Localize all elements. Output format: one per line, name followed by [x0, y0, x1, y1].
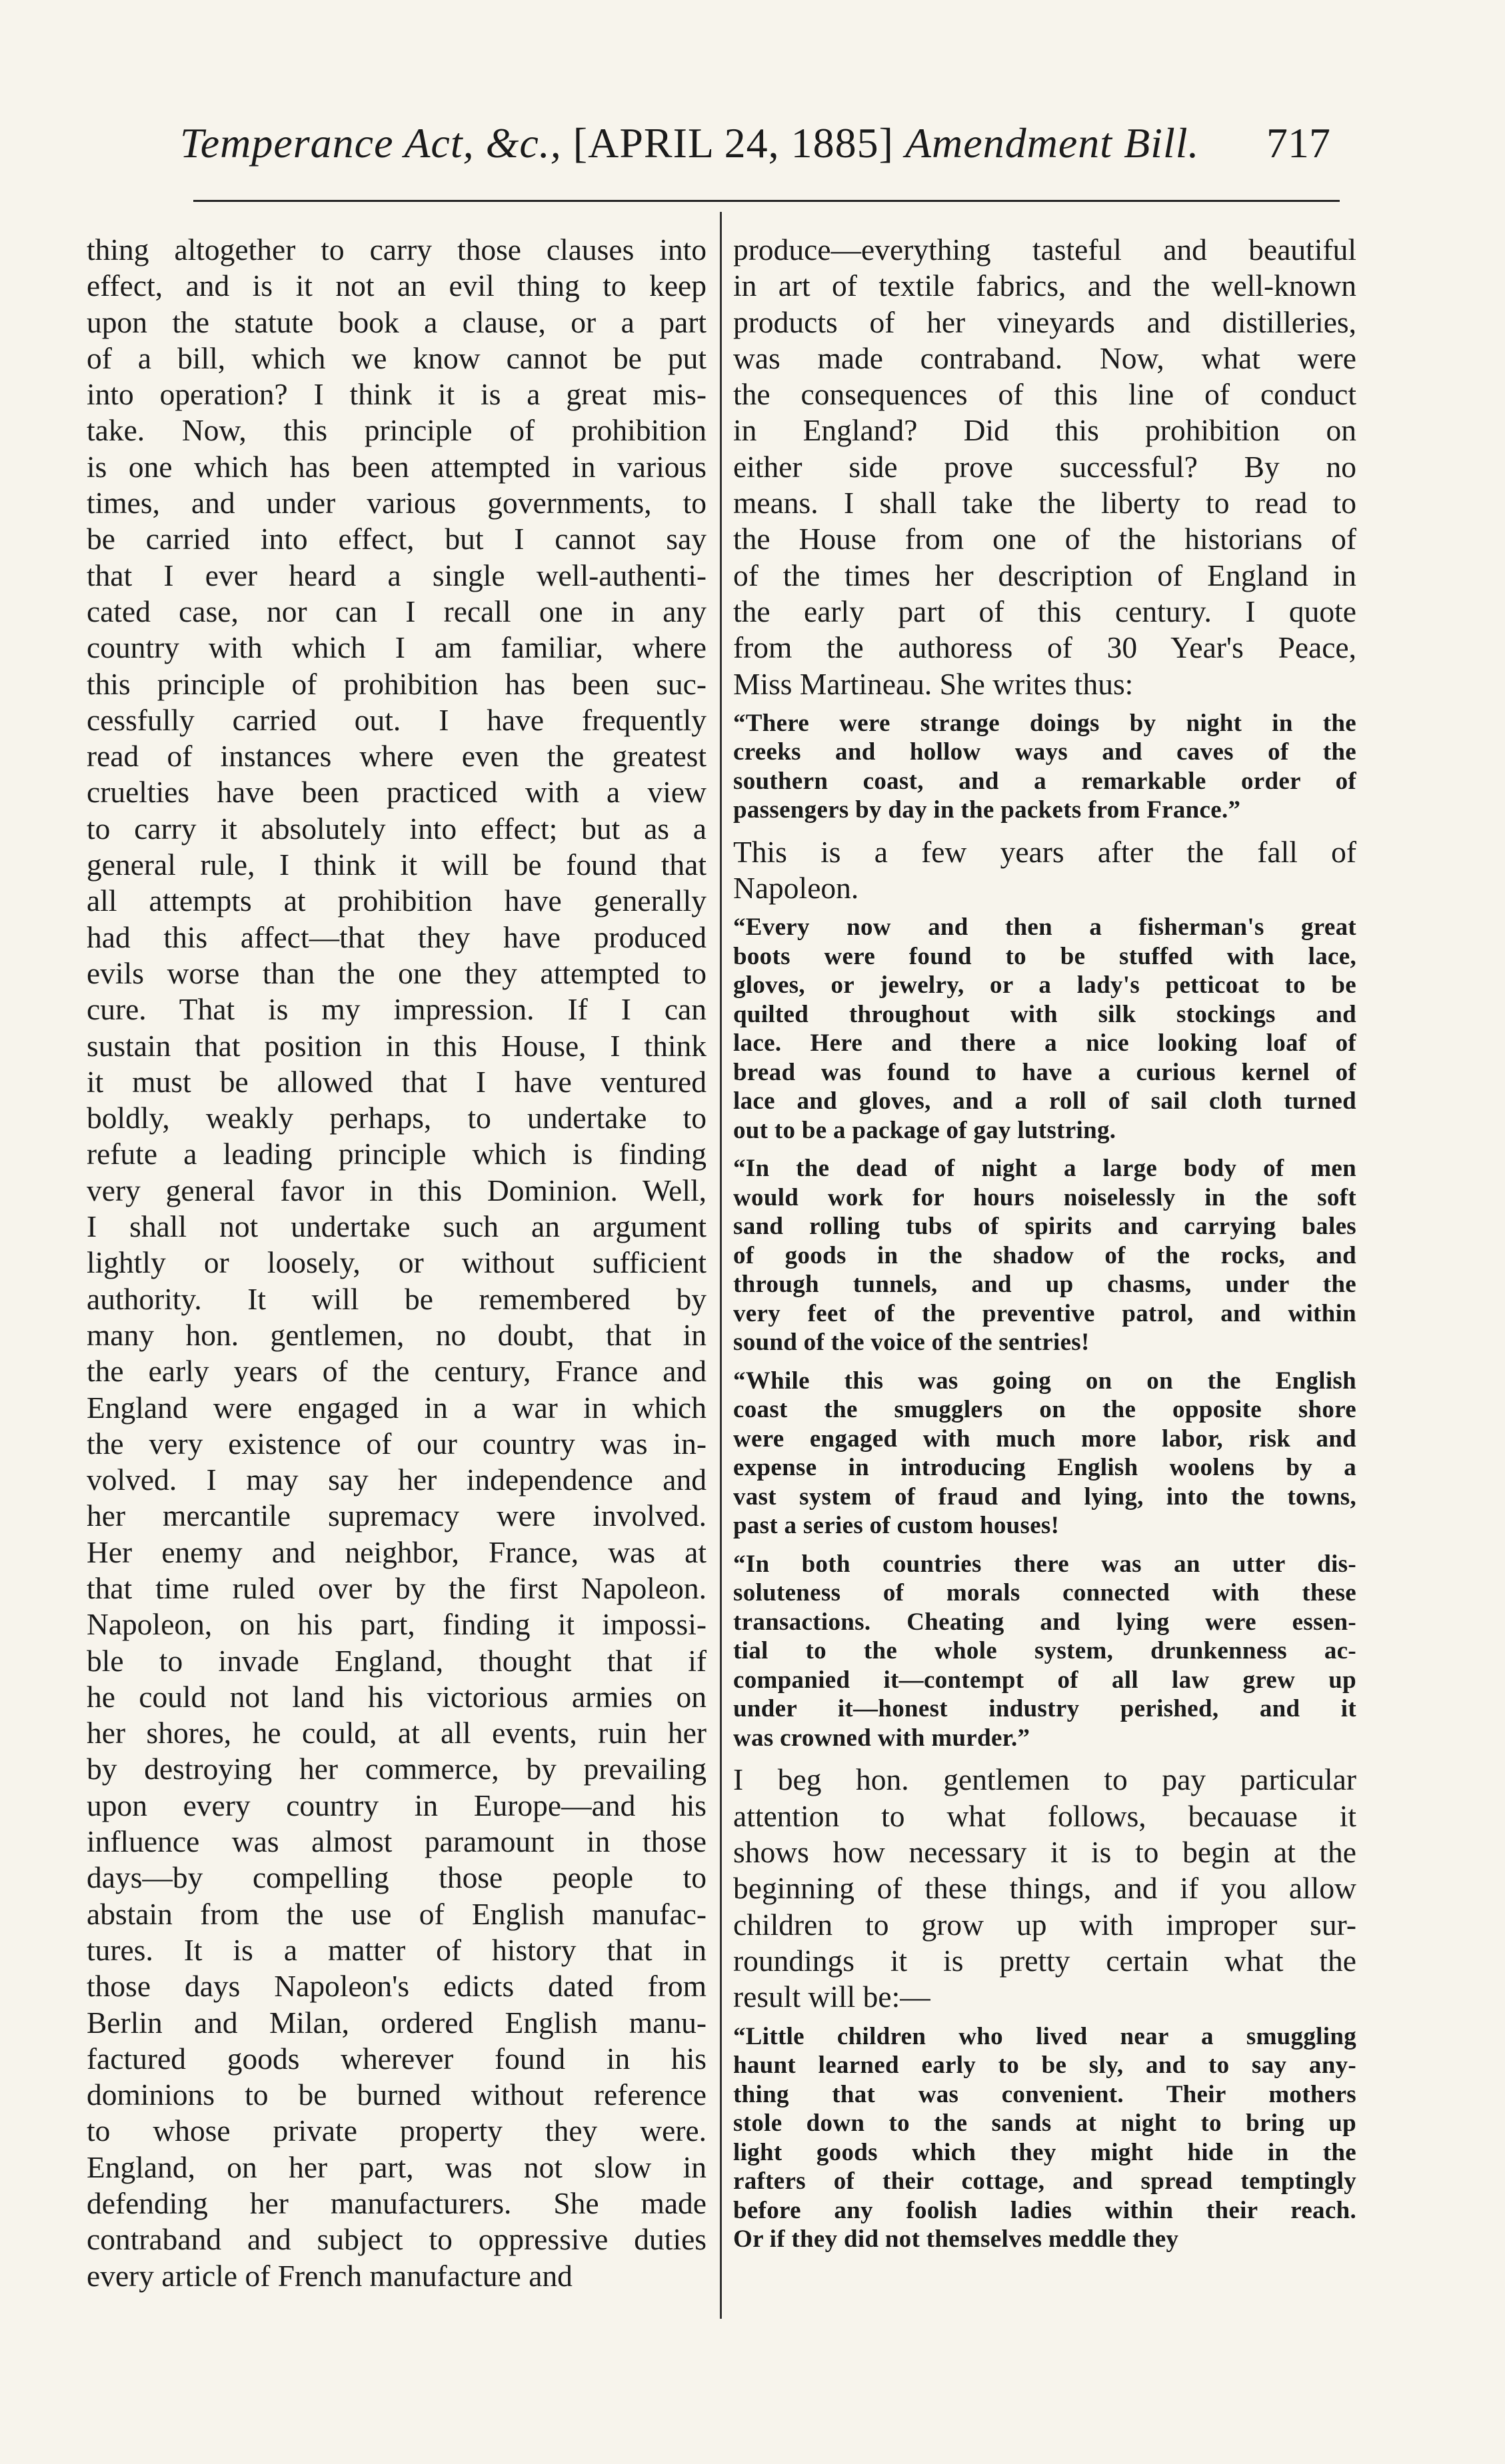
right-column: [733, 232, 1356, 2263]
text-line: gloves, or jewelry, or a lady's petticoat to be: [733, 971, 1356, 999]
text-line: factured goods wherever found in his: [87, 2041, 707, 2076]
text-line: thing altogether to carry those clauses into: [87, 233, 707, 267]
text-line: effect, and is it not an evil thing to keep: [87, 269, 707, 303]
text-line: the early part of this century. I quote: [733, 594, 1356, 628]
text-line: times, and under various governments, to: [87, 486, 707, 520]
header-title-right: Amendment Bill.: [904, 119, 1200, 167]
text-line: Or if they did not themselves meddle they: [733, 2225, 1179, 2253]
text-line: defending her manufacturers. She made: [87, 2186, 707, 2221]
text-line: very feet of the preventive patrol, and within: [733, 1299, 1356, 1327]
text-line: transactions. Cheating and lying were essen-: [733, 1608, 1356, 1636]
text-line: was crowned with murder.”: [733, 1724, 1030, 1752]
header-title-left: Temperance Act, &c.,: [180, 119, 573, 167]
text-line: it must be allowed that I have ventured: [87, 1064, 707, 1099]
text-line: “Little children who lived near a smuggling: [733, 2022, 1356, 2050]
text-line: light goods which they might hide in the: [733, 2138, 1356, 2166]
text-line: cruelties have been practiced with a view: [87, 775, 707, 810]
text-line: that time ruled over by the first Napoleon.: [87, 1570, 707, 1605]
text-line: beginning of these things, and if you allow: [733, 1871, 1356, 1906]
left-paragraph: [87, 232, 707, 2294]
text-line: through tunnels, and up chasms, under the: [733, 1271, 1356, 1299]
text-line: coast the smugglers on the opposite shore: [733, 1396, 1356, 1424]
text-line: refute a leading principle which is finding: [87, 1137, 707, 1171]
text-line: boldly, weakly perhaps, to undertake to: [87, 1101, 707, 1135]
text-line: is one which has been attempted in various: [87, 449, 707, 484]
text-line: ble to invade England, thought that if: [87, 1643, 707, 1678]
quotation-6: [733, 2022, 1356, 2254]
text-line: dominions to be burned without reference: [87, 2078, 707, 2112]
text-line: upon the statute book a clause, or a part: [87, 305, 707, 339]
text-line: out to be a package of gay lutstring.: [733, 1116, 1116, 1144]
text-line: cessfully carried out. I have frequently: [87, 702, 707, 737]
quotation-5: [733, 1550, 1356, 1753]
text-line: lace. Here and there a nice looking loaf of: [733, 1029, 1356, 1057]
text-line: England were engaged in a war in which: [87, 1390, 707, 1425]
text-line: the early years of the century, France and: [87, 1354, 707, 1389]
text-line: Miss Martineau. She writes thus:: [733, 666, 1134, 701]
text-line: attention to what follows, becauase it: [733, 1798, 1356, 1833]
page-number: 717: [1266, 119, 1330, 167]
text-line: “Every now and then a fisherman's great: [733, 914, 1356, 941]
text-line: he could not land his victorious armies on: [87, 1679, 707, 1714]
text-line: of a bill, which we know cannot be put: [87, 340, 707, 375]
text-line: children to grow up with improper sur-: [733, 1907, 1356, 1942]
text-line: volved. I may say her independence and: [87, 1463, 707, 1497]
text-line: of goods in the shadow of the rocks, and: [733, 1241, 1356, 1269]
text-line: under it—honest industry perished, and it: [733, 1695, 1356, 1723]
text-line: passengers by day in the packets from France.”: [733, 796, 1241, 824]
text-line: Berlin and Milan, ordered English manu-: [87, 2005, 707, 2040]
running-header: [0, 119, 1505, 179]
text-line: “There were strange doings by night in the: [733, 709, 1356, 737]
text-line: tial to the whole system, drunkenness ac-: [733, 1637, 1356, 1665]
text-line: general rule, I think it will be found that: [87, 848, 707, 882]
text-line: roundings it is pretty certain what the: [733, 1943, 1356, 1978]
text-line: This is a few years after the fall of: [733, 834, 1356, 869]
quotation-1: [733, 709, 1356, 825]
quotation-2: [733, 913, 1356, 1145]
text-line: rafters of their cottage, and spread temptingly: [733, 2167, 1356, 2195]
text-line: influence was almost paramount in those: [87, 1824, 707, 1859]
right-paragraph-3: [733, 1762, 1356, 2015]
text-line: Napoleon.: [733, 871, 859, 906]
text-line: stole down to the sands at night to bring up: [733, 2110, 1356, 2138]
text-line: into operation? I think it is a great mis-: [87, 377, 707, 412]
text-line: the very existence of our country was in-: [87, 1426, 707, 1461]
text-line: to carry it absolutely into effect; but as a: [87, 811, 707, 846]
text-line: shows how necessary it is to begin at the: [733, 1835, 1356, 1870]
text-line: to whose private property they were.: [87, 2114, 707, 2148]
header-title: [180, 119, 1200, 168]
text-line: companied it—contempt of all law grew up: [733, 1666, 1356, 1694]
text-line: days—by compelling those people to: [87, 1860, 707, 1895]
text-line: contraband and subject to oppressive duties: [87, 2222, 707, 2257]
text-line: expense in introducing English woolens by a: [733, 1454, 1356, 1482]
text-line: southern coast, and a remarkable order of: [733, 767, 1356, 795]
text-line: very general favor in this Dominion. Well,: [87, 1173, 707, 1207]
text-line: produce—everything tasteful and beautiful: [733, 233, 1356, 267]
text-line: before any foolish ladies within their reach.: [733, 2196, 1356, 2224]
text-line: past a series of custom houses!: [733, 1512, 1060, 1540]
text-line: the consequences of this line of conduct: [733, 377, 1356, 412]
header-rule: [193, 200, 1340, 202]
quotation-3: [733, 1154, 1356, 1357]
text-line: “In the dead of night a large body of men: [733, 1155, 1356, 1183]
text-line: products of her vineyards and distilleries,: [733, 305, 1356, 339]
text-line: her mercantile supremacy were involved.: [87, 1499, 707, 1533]
text-line: result will be:—: [733, 1980, 930, 2014]
text-line: those days Napoleon's edicts dated from: [87, 1969, 707, 2004]
text-line: Napoleon, on his part, finding it impossi-: [87, 1607, 707, 1642]
column-divider: [720, 212, 722, 2319]
header-date: [APRIL 24, 1885]: [573, 119, 905, 167]
text-line: I beg hon. gentlemen to pay particular: [733, 1762, 1356, 1797]
text-line: all attempts at prohibition have generally: [87, 884, 707, 918]
text-line: every article of French manufacture and: [87, 2258, 573, 2293]
text-line: be carried into effect, but I cannot say: [87, 522, 707, 556]
text-line: in England? Did this prohibition on: [733, 413, 1356, 448]
text-line: I shall not undertake such an argument: [87, 1209, 707, 1244]
text-line: the House from one of the historians of: [733, 522, 1356, 556]
right-paragraph-2: [733, 834, 1356, 907]
text-line: her shores, he could, at all events, ruin her: [87, 1716, 707, 1750]
text-line: were engaged with much more labor, risk and: [733, 1425, 1356, 1453]
text-line: Her enemy and neighbor, France, was at: [87, 1535, 707, 1569]
text-line: of the times her description of England in: [733, 558, 1356, 592]
text-line: boots were found to be stuffed with lace,: [733, 942, 1356, 970]
text-line: from the authoress of 30 Year's Peace,: [733, 630, 1356, 665]
text-line: abstain from the use of English manufac-: [87, 1896, 707, 1931]
text-line: by destroying her commerce, by prevailing: [87, 1752, 707, 1786]
text-line: many hon. gentlemen, no doubt, that in: [87, 1317, 707, 1352]
text-line: England, on her part, was not slow in: [87, 2150, 707, 2184]
text-line: lace and gloves, and a roll of sail cloth turned: [733, 1087, 1356, 1115]
text-line: was made contraband. Now, what were: [733, 340, 1356, 375]
text-line: means. I shall take the liberty to read to: [733, 486, 1356, 520]
text-line: authority. It will be remembered by: [87, 1281, 707, 1316]
text-line: tures. It is a matter of history that in: [87, 1932, 707, 1967]
text-line: thing that was convenient. Their mothers: [733, 2080, 1356, 2108]
text-line: cated case, nor can I recall one in any: [87, 594, 707, 628]
text-line: lightly or loosely, or without sufficient: [87, 1245, 707, 1280]
left-column: [87, 232, 707, 2294]
text-line: country with which I am familiar, where: [87, 630, 707, 665]
text-line: haunt learned early to be sly, and to say any-: [733, 2052, 1356, 2080]
text-line: this principle of prohibition has been suc-: [87, 666, 707, 701]
text-line: creeks and hollow ways and caves of the: [733, 738, 1356, 766]
quotation-4: [733, 1367, 1356, 1540]
text-line: sand rolling tubs of spirits and carrying bales: [733, 1213, 1356, 1241]
text-line: evils worse than the one they attempted to: [87, 955, 707, 990]
text-line: either side prove successful? By no: [733, 449, 1356, 484]
text-line: sustain that position in this House, I think: [87, 1028, 707, 1063]
text-line: cure. That is my impression. If I can: [87, 992, 707, 1027]
text-line: read of instances where even the greatest: [87, 739, 707, 774]
text-line: upon every country in Europe—and his: [87, 1788, 707, 1822]
text-line: sound of the voice of the sentries!: [733, 1329, 1090, 1357]
text-line: had this affect—that they have produced: [87, 920, 707, 954]
text-line: soluteness of morals connected with these: [733, 1579, 1356, 1607]
right-paragraph-1: [733, 232, 1356, 702]
text-line: vast system of fraud and lying, into the towns,: [733, 1483, 1356, 1511]
text-line: in art of textile fabrics, and the well-known: [733, 269, 1356, 303]
text-line: “In both countries there was an utter dis-: [733, 1550, 1356, 1578]
text-line: quilted throughout with silk stockings and: [733, 1000, 1356, 1028]
text-line: take. Now, this principle of prohibition: [87, 413, 707, 448]
text-line: bread was found to have a curious kernel of: [733, 1058, 1356, 1086]
text-line: would work for hours noiselessly in the soft: [733, 1183, 1356, 1211]
text-line: “While this was going on on the English: [733, 1367, 1356, 1395]
text-line: that I ever heard a single well-authenti-: [87, 558, 707, 592]
